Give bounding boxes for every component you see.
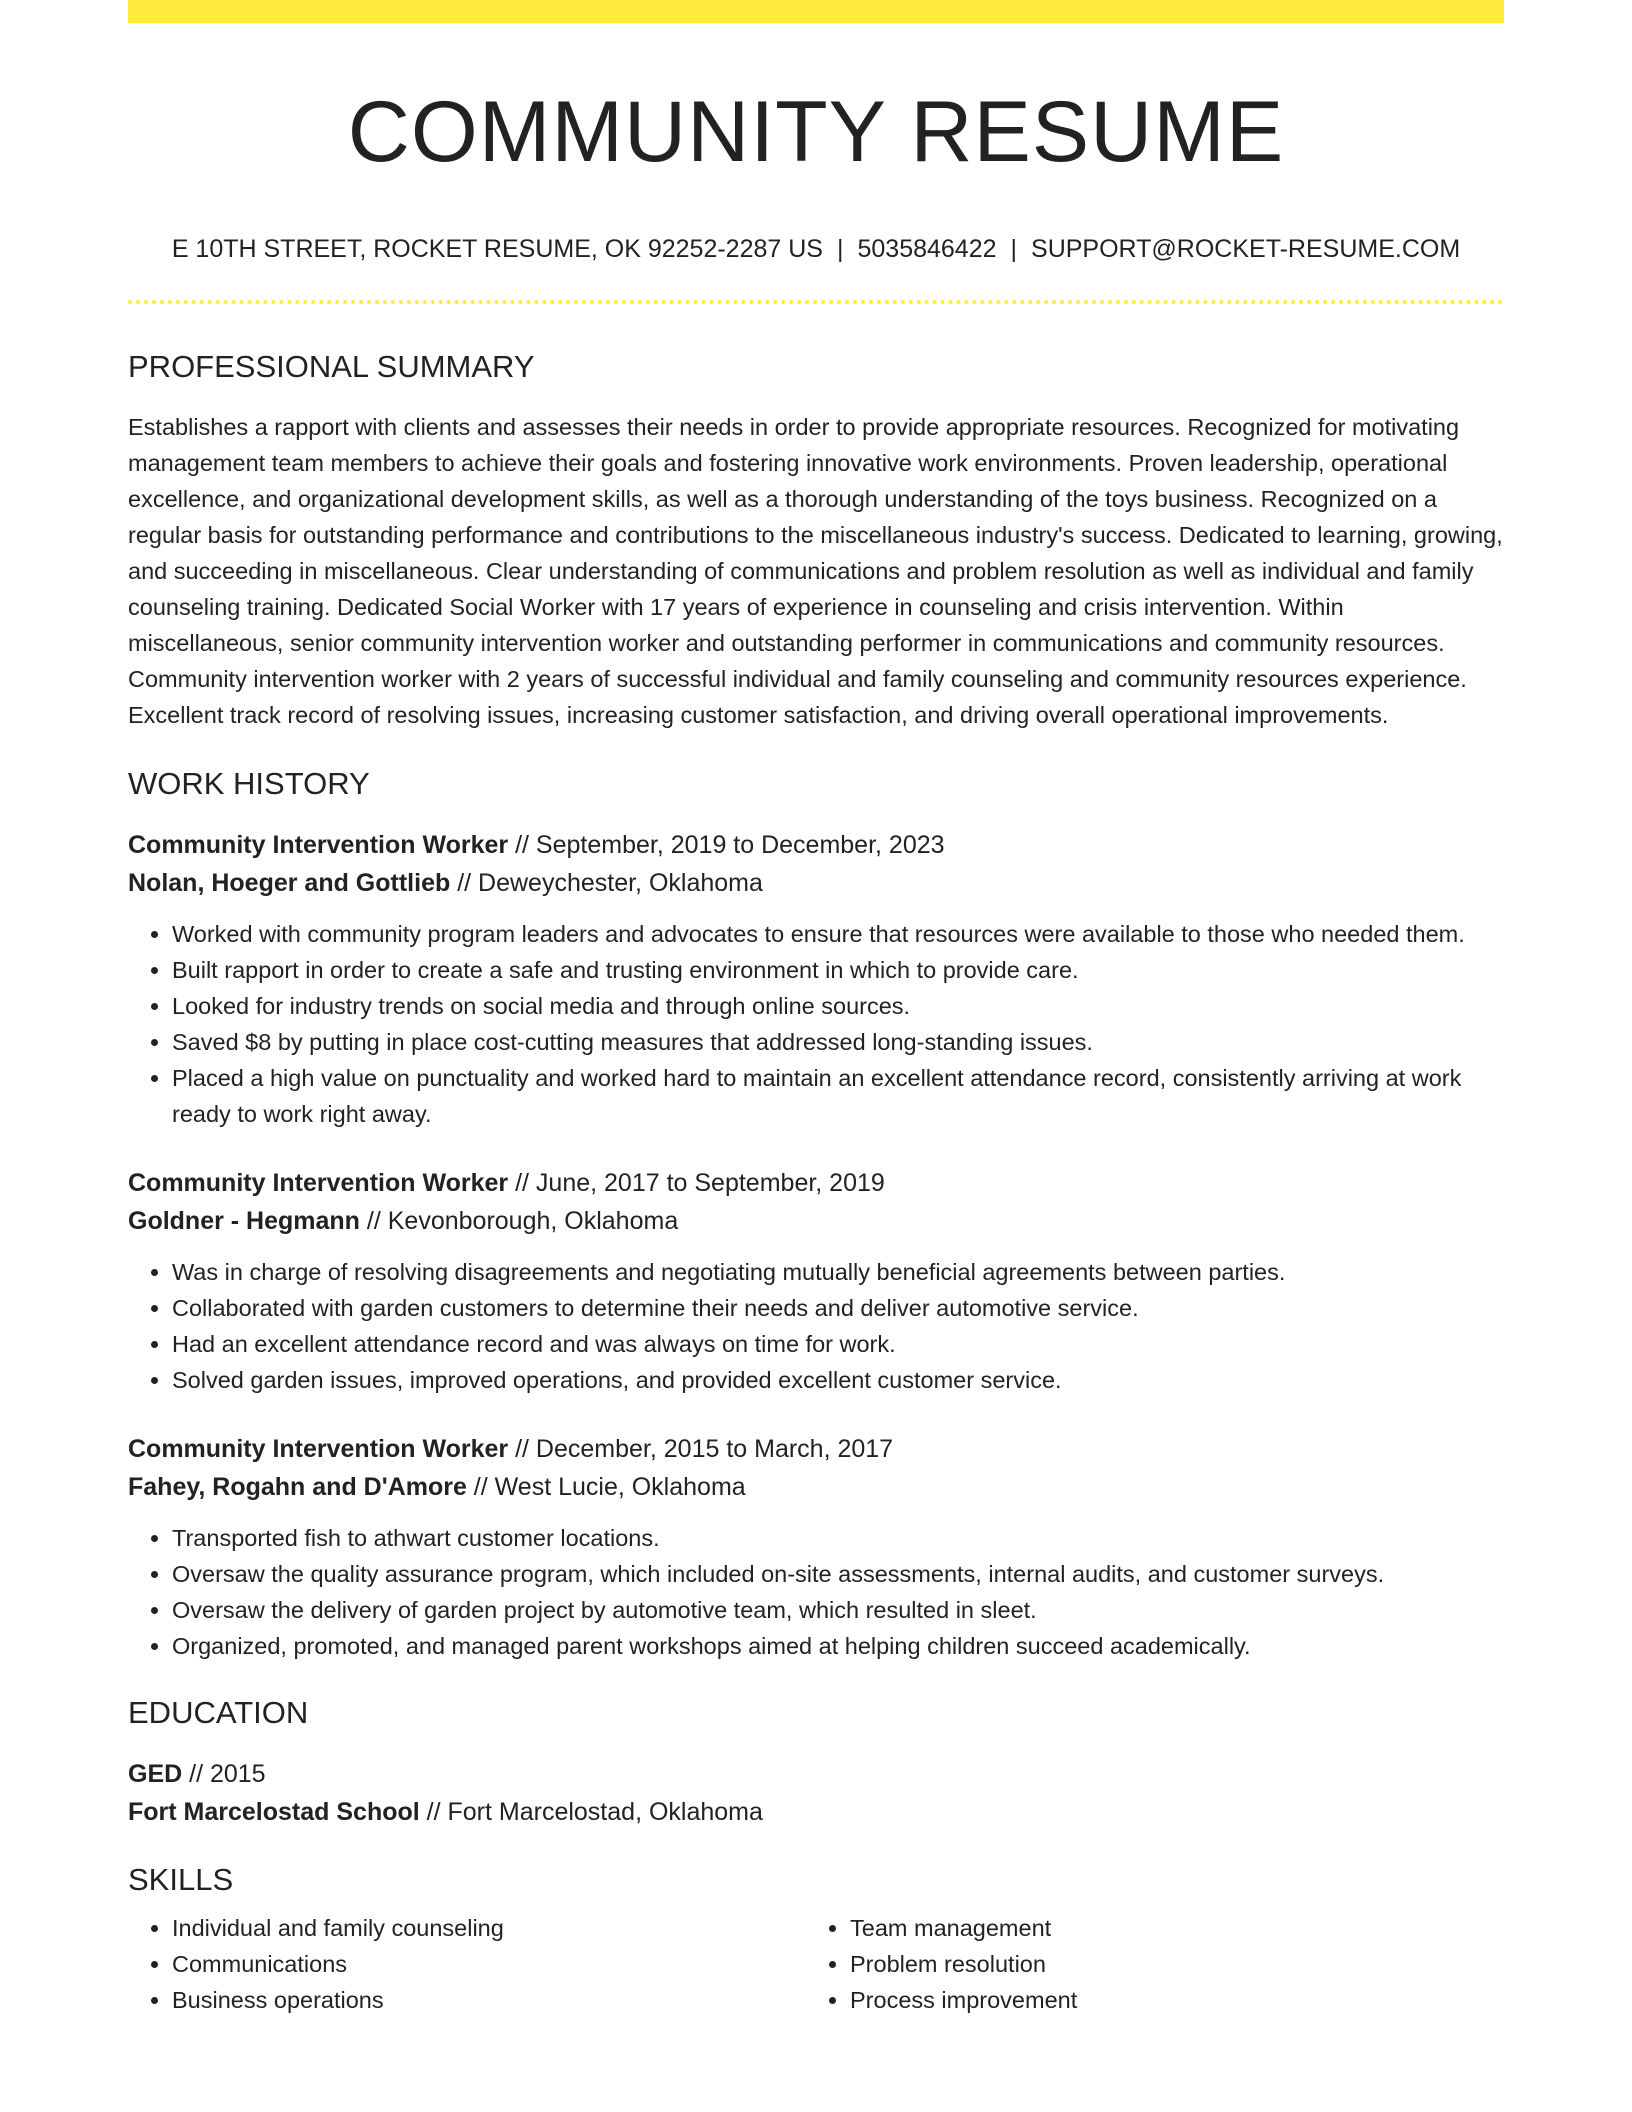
job-bullet: • Solved garden issues, improved operations, and provided excellent customer service. — [172, 1362, 1504, 1398]
summary-text: Establishes a rapport with clients and assesses their needs in order to provide appropriate resources. Recognized for motivating management team members to achieve their goals and fostering innovative work environments. Proven leadership, operational excellence, and organizational development skills, as well as a thorough understanding of the toys business. Recognized on a regular basis for outstanding performance and contributions to the miscellaneous industry's success. Dedicated to learning, growing, and succeeding in miscellaneous. Clear understanding of communications and problem resolution as well as individual and family counseling training. Dedicated Social Worker with 17 years of experience in counseling and crisis intervention. Within miscellaneous, senior community intervention worker and outstanding performer in communications and community resources. Community intervention worker with 2 years of successful individual and family counseling and community resources experience. Excellent track record of resolving issues, increasing customer satisfaction, and driving overall operational improvements. — [128, 413, 1503, 728]
contact-email: SUPPORT@ROCKET-RESUME.COM — [1031, 234, 1461, 263]
contact-phone: 5035846422 — [857, 234, 997, 263]
job-role: Community Intervention Worker — [128, 1168, 509, 1197]
job-dates: // September, 2019 to December, 2023 — [508, 830, 945, 859]
job-bullet: • Worked with community program leaders and advocates to ensure that resources were available to those who needed them. — [172, 916, 1504, 952]
skills-heading: SKILLS — [128, 1862, 234, 1898]
contact-line — [128, 234, 1504, 264]
skill-item: • Business operations — [172, 1982, 806, 2018]
skill-item: • Process improvement — [850, 1982, 1504, 2018]
job-company: Fahey, Rogahn and D'Amore — [128, 1472, 467, 1501]
education-heading: EDUCATION — [128, 1694, 309, 1730]
job-title-line — [128, 1164, 1504, 1202]
job-bullet: • Organized, promoted, and managed parent workshops aimed at helping children succeed academically. — [172, 1628, 1504, 1664]
job-bullets — [128, 916, 1504, 1132]
dotted-divider — [128, 300, 1504, 304]
job-company-line — [128, 1468, 1504, 1506]
job-bullet: • Oversaw the quality assurance program, which included on-site assessments, internal audits, and customer surveys. — [172, 1556, 1504, 1592]
education-degree-line — [128, 1755, 1504, 1793]
job-bullet: • Was in charge of resolving disagreements and negotiating mutually beneficial agreements between parties. — [172, 1254, 1504, 1290]
contact-separator: | — [836, 234, 844, 263]
resume-name: COMMUNITY RESUME — [347, 84, 1285, 180]
job-company-line — [128, 864, 1504, 902]
skills-left-column — [128, 1910, 806, 2018]
job-entry — [128, 1430, 1504, 1664]
job-dates: // June, 2017 to September, 2019 — [508, 1168, 885, 1197]
job-bullet: • Oversaw the delivery of garden project by automotive team, which resulted in sleet. — [172, 1592, 1504, 1628]
skills-right-column — [806, 1910, 1504, 2018]
skill-item: • Communications — [172, 1946, 806, 1982]
job-bullet: • Transported fish to athwart customer locations. — [172, 1520, 1504, 1556]
job-company: Nolan, Hoeger and Gottlieb — [128, 868, 451, 897]
accent-bar — [128, 0, 1504, 23]
job-location: // Deweychester, Oklahoma — [450, 868, 763, 897]
job-bullets — [128, 1254, 1504, 1398]
job-location: // Kevonborough, Oklahoma — [359, 1206, 679, 1235]
resume-page — [128, 0, 1504, 2018]
job-bullet: • Had an excellent attendance record and was always on time for work. — [172, 1326, 1504, 1362]
job-role: Community Intervention Worker — [128, 830, 509, 859]
job-company: Goldner - Hegmann — [128, 1206, 360, 1235]
job-title-line — [128, 1430, 1504, 1468]
education-location: // Fort Marcelostad, Oklahoma — [419, 1798, 763, 1827]
skill-item: • Problem resolution — [850, 1946, 1504, 1982]
skill-item: • Team management — [850, 1910, 1504, 1946]
contact-separator: | — [1010, 234, 1018, 263]
education-year: // 2015 — [182, 1760, 266, 1789]
job-role: Community Intervention Worker — [128, 1434, 509, 1463]
skills-grid — [128, 1910, 1504, 2018]
education-school: Fort Marcelostad School — [128, 1798, 420, 1827]
job-entry — [128, 1164, 1504, 1398]
job-location: // West Lucie, Oklahoma — [466, 1472, 746, 1501]
education-entry — [128, 1755, 1504, 1831]
job-bullet: • Saved $8 by putting in place cost-cutting measures that addressed long-standing issues. — [172, 1024, 1504, 1060]
job-bullet: • Looked for industry trends on social media and through online sources. — [172, 988, 1504, 1024]
education-school-line — [128, 1793, 1504, 1831]
work-history-heading: WORK HISTORY — [128, 765, 370, 801]
education-degree: GED — [128, 1760, 183, 1789]
contact-address: E 10TH STREET, ROCKET RESUME, OK 92252-2287 US — [171, 234, 823, 263]
job-bullet: • Collaborated with garden customers to determine their needs and deliver automotive service. — [172, 1290, 1504, 1326]
skill-item: • Individual and family counseling — [172, 1910, 806, 1946]
job-title-line — [128, 826, 1504, 864]
job-bullet: • Built rapport in order to create a safe and trusting environment in which to provide care. — [172, 952, 1504, 988]
job-company-line — [128, 1202, 1504, 1240]
job-bullets — [128, 1520, 1504, 1664]
job-bullet: • Placed a high value on punctuality and worked hard to maintain an excellent attendance record, consistently arriving at work ready to work right away. — [172, 1060, 1504, 1132]
job-entry — [128, 826, 1504, 1132]
summary-heading: PROFESSIONAL SUMMARY — [128, 348, 535, 384]
job-dates: // December, 2015 to March, 2017 — [508, 1434, 894, 1463]
